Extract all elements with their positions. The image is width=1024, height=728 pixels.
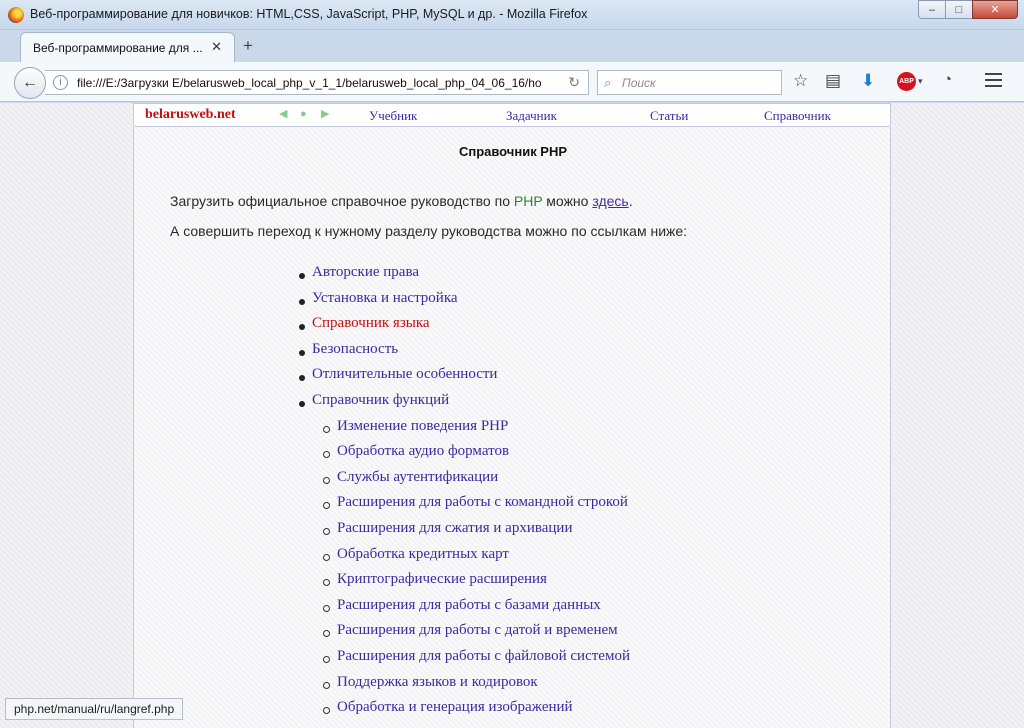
nav-link-articles[interactable]: Статьи [650, 108, 689, 123]
list-bullet [299, 350, 305, 356]
intro-paragraph [170, 193, 633, 209]
next-arrow-icon[interactable]: ▶ [321, 108, 330, 120]
sub-list-bullet [323, 579, 330, 586]
search-placeholder[interactable]: Поиск [622, 76, 656, 90]
sub-list-item[interactable]: Расширения для работы с файловой системой [337, 648, 630, 664]
url-text[interactable]: file:///E:/Загрузки E/belarusweb_local_php_v_1_1/belarusweb_local_php_04_06_16/ho [77, 76, 542, 90]
sub-list-item[interactable]: Расширения для работы с базами данных [337, 596, 601, 613]
nav-link-tutorial[interactable]: Учебник [369, 108, 418, 123]
prev-arrow-icon[interactable]: ◀ [279, 108, 288, 120]
intro-text-after: . [628, 193, 633, 209]
sub-list-item[interactable]: Расширения для работы с командной строкой [337, 494, 628, 511]
sub-list-item[interactable]: Обработка и генерация изображений [337, 699, 573, 716]
list-bullet [299, 401, 305, 407]
sub-list-bullet [323, 554, 330, 561]
tab-close-icon[interactable]: ✕ [211, 39, 222, 54]
tab-active[interactable] [20, 32, 235, 62]
sub-list-bullet [323, 630, 330, 637]
minimize-button[interactable]: – [918, 0, 946, 19]
intro-text-before: Загрузить официальное справочное руководство по [170, 193, 514, 209]
extension-icon[interactable]: ◔ [943, 71, 953, 88]
search-icon: ⌕ [604, 75, 612, 90]
navigation-toolbar [0, 62, 1024, 102]
page-arrows [279, 108, 333, 120]
bookmark-star-icon[interactable]: ☆ [793, 71, 809, 90]
window-title: Веб-программирование для новичков: HTML,CSS, JavaScript, PHP, MySQL и др. - Mozilla Firefox [30, 7, 588, 21]
sub-list-bullet [323, 528, 330, 535]
list-bullet [299, 375, 305, 381]
sub-list-bullet [323, 477, 330, 484]
hamburger-menu-icon[interactable] [985, 73, 1002, 87]
list-item[interactable]: Справочник функций [312, 392, 450, 408]
sub-list-item[interactable]: Поддержка языков и кодировок [337, 673, 538, 690]
title-bar [0, 0, 1024, 30]
status-bar: php.net/manual/ru/langref.php [5, 698, 183, 720]
new-tab-button[interactable]: + [243, 36, 253, 55]
sub-list-bullet [323, 451, 330, 458]
sub-list-item[interactable]: Изменение поведения PHP [337, 417, 509, 434]
download-icon[interactable]: ⬇ [861, 71, 876, 90]
sub-list-item[interactable]: Криптографические расширения [337, 571, 547, 588]
intro-text-middle: можно [542, 193, 593, 209]
sub-list-bullet [323, 605, 330, 612]
list-item[interactable]: Установка и настройка [312, 289, 458, 306]
search-bar[interactable] [597, 70, 782, 95]
sub-list-item[interactable]: Службы аутентификации [337, 468, 499, 485]
sub-list-bullet [323, 502, 330, 509]
home-dot-icon[interactable]: ● [300, 108, 307, 120]
tab-title: Веб-программирование для ... [33, 41, 203, 55]
nav-link-reference[interactable]: Справочник [764, 108, 831, 123]
sub-list-bullet [323, 682, 330, 689]
list-item[interactable]: Безопасность [312, 340, 399, 357]
page-title: Справочник PHP [458, 144, 568, 159]
php-word: PHP [513, 193, 543, 209]
sub-list-bullet [323, 656, 330, 663]
maximize-button[interactable]: □ [945, 0, 973, 19]
close-button[interactable]: ✕ [972, 0, 1018, 19]
firefox-icon [8, 7, 24, 23]
download-link[interactable]: здесь [592, 193, 629, 209]
page-viewport [0, 103, 1024, 728]
nav-link-tasks[interactable]: Задачник [506, 108, 557, 123]
content-panel [133, 127, 891, 728]
sub-list-bullet [323, 426, 330, 433]
sub-list-item[interactable]: Расширения для сжатия и архивации [337, 520, 573, 536]
reload-icon[interactable]: ↻ [568, 74, 580, 90]
list-bullet [299, 273, 305, 279]
back-arrow-icon: ← [22, 74, 38, 91]
list-item[interactable]: Авторские права [312, 264, 420, 280]
sub-list-item[interactable]: Расширения для работы с датой и временем [337, 622, 618, 639]
window-controls [919, 0, 1018, 20]
site-brand-link[interactable]: belarusweb.net [145, 107, 236, 122]
info-icon[interactable]: i [53, 75, 68, 90]
sub-list-item[interactable]: Обработка аудио форматов [337, 443, 510, 460]
list-bullet [299, 324, 305, 330]
url-bar[interactable] [45, 70, 589, 95]
reading-list-icon[interactable]: ▤ [825, 71, 842, 90]
sub-list-item[interactable]: Обработка кредитных карт [337, 545, 509, 562]
adblock-icon[interactable]: ABP [897, 72, 916, 91]
tab-strip [0, 30, 1024, 62]
list-item[interactable]: Отличительные особенности [312, 366, 498, 383]
sub-list-bullet [323, 707, 330, 714]
site-navigation [133, 103, 891, 127]
adblock-dropdown-icon[interactable]: ▾ [918, 76, 923, 86]
list-item[interactable]: Справочник языка [312, 315, 430, 332]
list-bullet [299, 299, 305, 305]
instruction-paragraph: А совершить переход к нужному разделу руководства можно по ссылкам ниже: [170, 223, 688, 239]
back-button[interactable] [14, 67, 46, 99]
